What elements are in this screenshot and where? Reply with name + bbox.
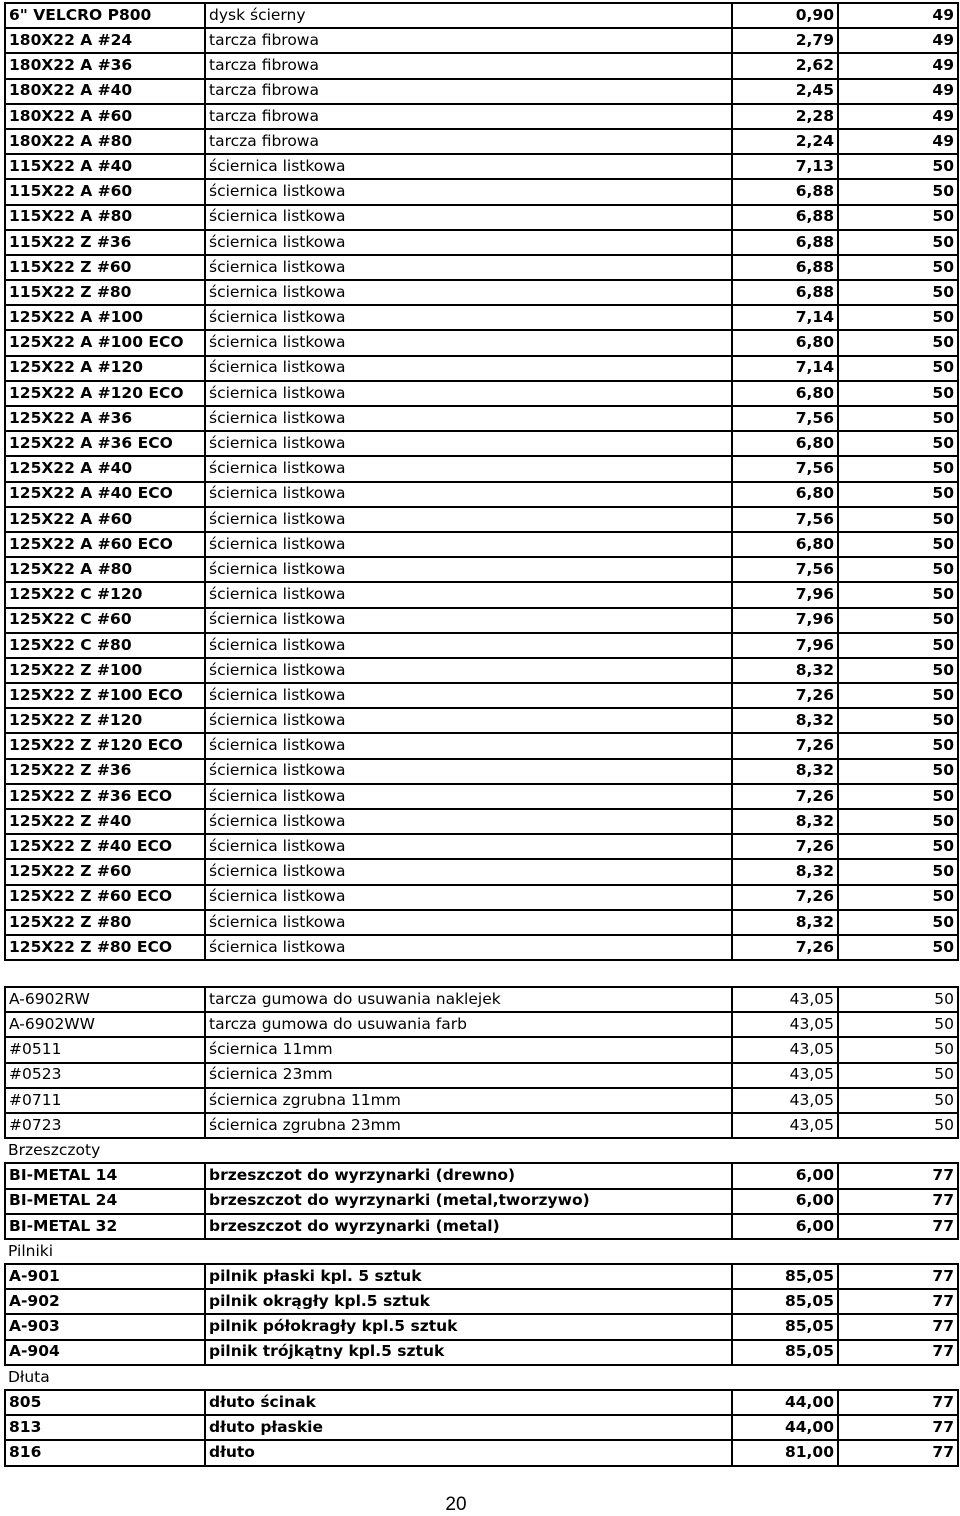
table-row: [5, 1415, 958, 1440]
table-row: [5, 1314, 958, 1339]
product-price: 85,05: [732, 1314, 838, 1339]
product-group: 50: [838, 280, 958, 305]
table-row: [5, 784, 958, 809]
product-group: 77: [838, 1440, 958, 1465]
product-code: 816: [5, 1440, 205, 1465]
product-code: A-901: [5, 1264, 205, 1289]
product-group: 50: [838, 608, 958, 633]
table-row: [5, 859, 958, 884]
table-row: [5, 1390, 958, 1415]
product-group: 50: [838, 708, 958, 733]
table-row: [5, 582, 958, 607]
product-description: tarcza fibrowa: [205, 104, 732, 129]
table-row: [5, 633, 958, 658]
product-code: 125X22 Z #40: [5, 809, 205, 834]
section-title: Brzeszczoty: [5, 1138, 958, 1163]
product-price: 6,80: [732, 381, 838, 406]
table-row: [5, 608, 958, 633]
product-description: tarcza gumowa do usuwania farb: [205, 1012, 732, 1037]
product-code: BI-METAL 24: [5, 1189, 205, 1214]
product-group: 77: [838, 1314, 958, 1339]
product-group: 50: [838, 1113, 958, 1138]
product-group: 50: [838, 683, 958, 708]
table-row: [5, 1113, 958, 1138]
product-code: 125X22 C #80: [5, 633, 205, 658]
table-row: [5, 834, 958, 859]
product-description: ściernica listkowa: [205, 179, 732, 204]
product-group: 50: [838, 205, 958, 230]
product-code: 125X22 A #80: [5, 557, 205, 582]
product-description: ściernica listkowa: [205, 910, 732, 935]
table-row: [5, 28, 958, 53]
price-table-abrasives: [4, 2, 959, 961]
product-price: 8,32: [732, 859, 838, 884]
product-description: ściernica listkowa: [205, 733, 732, 758]
product-group: 50: [838, 987, 958, 1012]
product-code: 180X22 A #24: [5, 28, 205, 53]
product-group: 50: [838, 482, 958, 507]
product-description: brzeszczot do wyrzynarki (metal,tworzywo): [205, 1189, 732, 1214]
product-group: 50: [838, 507, 958, 532]
product-group: 50: [838, 330, 958, 355]
section-header-row: [5, 1239, 958, 1264]
section-header-row: [5, 1138, 958, 1163]
product-description: tarcza fibrowa: [205, 28, 732, 53]
product-description: ściernica listkowa: [205, 582, 732, 607]
product-group: 50: [838, 356, 958, 381]
product-code: 125X22 A #40: [5, 456, 205, 481]
table-row: [5, 53, 958, 78]
product-description: ściernica listkowa: [205, 708, 732, 733]
product-code: A-6902RW: [5, 987, 205, 1012]
product-group: 50: [838, 733, 958, 758]
product-description: ściernica listkowa: [205, 759, 732, 784]
table-row: [5, 935, 958, 960]
product-price: 7,14: [732, 305, 838, 330]
product-description: dysk ścierny: [205, 3, 732, 28]
product-price: 7,26: [732, 683, 838, 708]
table-row: [5, 759, 958, 784]
table-row: [5, 683, 958, 708]
product-price: 7,26: [732, 834, 838, 859]
product-group: 50: [838, 759, 958, 784]
product-code: 115X22 A #40: [5, 154, 205, 179]
product-code: #0523: [5, 1063, 205, 1088]
product-code: 180X22 A #40: [5, 79, 205, 104]
product-code: #0723: [5, 1113, 205, 1138]
table-row: [5, 1264, 958, 1289]
product-group: 50: [838, 809, 958, 834]
product-price: 43,05: [732, 1063, 838, 1088]
section-header-row: [5, 1365, 958, 1390]
product-code: 6" VELCRO P800: [5, 3, 205, 28]
product-description: ściernica listkowa: [205, 456, 732, 481]
product-group: 77: [838, 1415, 958, 1440]
product-group: 50: [838, 406, 958, 431]
product-group: 49: [838, 3, 958, 28]
product-price: 7,56: [732, 456, 838, 481]
product-group: 50: [838, 784, 958, 809]
product-description: ściernica listkowa: [205, 834, 732, 859]
section-title: Pilniki: [5, 1239, 958, 1264]
product-group: 50: [838, 859, 958, 884]
product-code: 180X22 A #36: [5, 53, 205, 78]
product-description: ściernica listkowa: [205, 205, 732, 230]
product-price: 0,90: [732, 3, 838, 28]
product-description: ściernica listkowa: [205, 633, 732, 658]
product-group: 77: [838, 1214, 958, 1239]
table-row: [5, 482, 958, 507]
product-description: ściernica listkowa: [205, 406, 732, 431]
product-description: ściernica 11mm: [205, 1037, 732, 1062]
product-group: 77: [838, 1390, 958, 1415]
product-description: ściernica listkowa: [205, 482, 732, 507]
product-code: 125X22 A #36: [5, 406, 205, 431]
product-price: 85,05: [732, 1289, 838, 1314]
table-row: [5, 1063, 958, 1088]
product-code: 125X22 C #120: [5, 582, 205, 607]
product-price: 44,00: [732, 1390, 838, 1415]
product-description: ściernica listkowa: [205, 507, 732, 532]
product-code: BI-METAL 32: [5, 1214, 205, 1239]
product-code: 115X22 Z #80: [5, 280, 205, 305]
product-price: 6,00: [732, 1189, 838, 1214]
table-row: [5, 1012, 958, 1037]
table-row: [5, 1214, 958, 1239]
product-code: 125X22 A #36 ECO: [5, 431, 205, 456]
product-code: #0511: [5, 1037, 205, 1062]
product-description: ściernica listkowa: [205, 381, 732, 406]
product-price: 43,05: [732, 1012, 838, 1037]
table-row: [5, 1163, 958, 1188]
product-price: 7,96: [732, 633, 838, 658]
product-price: 2,24: [732, 129, 838, 154]
table-row: [5, 910, 958, 935]
product-price: 43,05: [732, 1037, 838, 1062]
product-group: 50: [838, 179, 958, 204]
product-price: 7,26: [732, 733, 838, 758]
table-row: [5, 129, 958, 154]
product-description: dłuto płaskie: [205, 1415, 732, 1440]
product-description: tarcza gumowa do usuwania naklejek: [205, 987, 732, 1012]
product-price: 43,05: [732, 1088, 838, 1113]
product-code: A-902: [5, 1289, 205, 1314]
product-description: dłuto ścinak: [205, 1390, 732, 1415]
product-code: 125X22 Z #120: [5, 708, 205, 733]
product-price: 7,96: [732, 582, 838, 607]
product-price: 6,80: [732, 482, 838, 507]
product-group: 77: [838, 1340, 958, 1365]
product-group: 50: [838, 1012, 958, 1037]
table-row: [5, 456, 958, 481]
product-price: 7,96: [732, 608, 838, 633]
product-description: ściernica 23mm: [205, 1063, 732, 1088]
table-row: [5, 658, 958, 683]
table-row: [5, 708, 958, 733]
table-row: [5, 1189, 958, 1214]
product-description: pilnik trójkątny kpl.5 sztuk: [205, 1340, 732, 1365]
table-row: [5, 381, 958, 406]
product-group: 77: [838, 1163, 958, 1188]
product-group: 50: [838, 633, 958, 658]
product-group: 49: [838, 79, 958, 104]
product-description: ściernica listkowa: [205, 532, 732, 557]
product-price: 43,05: [732, 987, 838, 1012]
product-group: 50: [838, 305, 958, 330]
product-description: ściernica listkowa: [205, 885, 732, 910]
product-description: ściernica listkowa: [205, 683, 732, 708]
product-price: 8,32: [732, 759, 838, 784]
product-price: 6,88: [732, 179, 838, 204]
product-code: A-6902WW: [5, 1012, 205, 1037]
product-code: 125X22 Z #100: [5, 658, 205, 683]
product-price: 8,32: [732, 708, 838, 733]
product-price: 6,80: [732, 431, 838, 456]
product-code: 125X22 Z #60 ECO: [5, 885, 205, 910]
product-group: 50: [838, 456, 958, 481]
product-code: 180X22 A #80: [5, 129, 205, 154]
product-price: 6,88: [732, 230, 838, 255]
table-row: [5, 885, 958, 910]
product-description: ściernica listkowa: [205, 305, 732, 330]
product-code: 125X22 A #120 ECO: [5, 381, 205, 406]
product-code: A-903: [5, 1314, 205, 1339]
product-group: 49: [838, 104, 958, 129]
table-row: [5, 330, 958, 355]
product-code: 125X22 Z #80 ECO: [5, 935, 205, 960]
product-code: 813: [5, 1415, 205, 1440]
product-code: 125X22 A #40 ECO: [5, 482, 205, 507]
product-description: brzeszczot do wyrzynarki (metal): [205, 1214, 732, 1239]
page-number: 20: [445, 1494, 467, 1515]
product-code: #0711: [5, 1088, 205, 1113]
table-row: [5, 406, 958, 431]
product-price: 85,05: [732, 1340, 838, 1365]
product-group: 49: [838, 53, 958, 78]
table-row: [5, 356, 958, 381]
table-row: [5, 3, 958, 28]
product-group: 50: [838, 582, 958, 607]
table-row: [5, 557, 958, 582]
product-description: ściernica listkowa: [205, 859, 732, 884]
product-group: 50: [838, 885, 958, 910]
product-group: 50: [838, 431, 958, 456]
product-code: 125X22 A #120: [5, 356, 205, 381]
table-row: [5, 532, 958, 557]
product-description: ściernica listkowa: [205, 784, 732, 809]
price-table-tools: [4, 986, 959, 1467]
product-price: 6,00: [732, 1214, 838, 1239]
product-code: 125X22 C #60: [5, 608, 205, 633]
product-description: pilnik okrągły kpl.5 sztuk: [205, 1289, 732, 1314]
product-description: ściernica listkowa: [205, 280, 732, 305]
product-price: 7,56: [732, 507, 838, 532]
product-price: 2,28: [732, 104, 838, 129]
product-code: 125X22 Z #36 ECO: [5, 784, 205, 809]
product-description: tarcza fibrowa: [205, 79, 732, 104]
product-group: 50: [838, 230, 958, 255]
product-group: 50: [838, 1037, 958, 1062]
table-row: [5, 154, 958, 179]
product-group: 50: [838, 154, 958, 179]
product-code: 125X22 Z #80: [5, 910, 205, 935]
product-code: A-904: [5, 1340, 205, 1365]
product-code: BI-METAL 14: [5, 1163, 205, 1188]
product-code: 125X22 Z #100 ECO: [5, 683, 205, 708]
table-row: [5, 255, 958, 280]
product-description: brzeszczot do wyrzynarki (drewno): [205, 1163, 732, 1188]
product-group: 50: [838, 532, 958, 557]
product-price: 6,88: [732, 255, 838, 280]
product-price: 6,88: [732, 205, 838, 230]
product-group: 49: [838, 129, 958, 154]
product-description: ściernica listkowa: [205, 230, 732, 255]
table-row: [5, 179, 958, 204]
product-description: tarcza fibrowa: [205, 129, 732, 154]
product-price: 7,56: [732, 406, 838, 431]
product-price: 2,45: [732, 79, 838, 104]
product-price: 7,13: [732, 154, 838, 179]
product-price: 7,26: [732, 935, 838, 960]
product-group: 50: [838, 557, 958, 582]
product-description: ściernica listkowa: [205, 557, 732, 582]
table-row: [5, 230, 958, 255]
table-row: [5, 305, 958, 330]
product-code: 125X22 A #60: [5, 507, 205, 532]
product-description: ściernica listkowa: [205, 431, 732, 456]
product-description: pilnik płaski kpl. 5 sztuk: [205, 1264, 732, 1289]
product-price: 7,26: [732, 784, 838, 809]
product-group: 50: [838, 1063, 958, 1088]
product-description: ściernica listkowa: [205, 608, 732, 633]
product-description: ściernica listkowa: [205, 255, 732, 280]
product-code: 125X22 Z #60: [5, 859, 205, 884]
product-price: 43,05: [732, 1113, 838, 1138]
product-group: 50: [838, 910, 958, 935]
product-price: 8,32: [732, 910, 838, 935]
product-price: 81,00: [732, 1440, 838, 1465]
product-code: 125X22 A #100 ECO: [5, 330, 205, 355]
product-price: 2,62: [732, 53, 838, 78]
product-code: 805: [5, 1390, 205, 1415]
product-description: ściernica listkowa: [205, 154, 732, 179]
product-group: 50: [838, 1088, 958, 1113]
product-group: 77: [838, 1289, 958, 1314]
product-group: 50: [838, 935, 958, 960]
product-description: tarcza fibrowa: [205, 53, 732, 78]
table-row: [5, 431, 958, 456]
product-price: 44,00: [732, 1415, 838, 1440]
product-group: 50: [838, 381, 958, 406]
table-row: [5, 1440, 958, 1465]
product-code: 125X22 A #100: [5, 305, 205, 330]
product-description: ściernica listkowa: [205, 935, 732, 960]
table-row: [5, 809, 958, 834]
table-row: [5, 280, 958, 305]
product-group: 50: [838, 658, 958, 683]
table-row: [5, 733, 958, 758]
product-price: 7,26: [732, 885, 838, 910]
product-code: 115X22 Z #60: [5, 255, 205, 280]
product-description: pilnik półokragły kpl.5 sztuk: [205, 1314, 732, 1339]
table-row: [5, 987, 958, 1012]
table-row: [5, 79, 958, 104]
product-group: 50: [838, 255, 958, 280]
product-code: 125X22 A #60 ECO: [5, 532, 205, 557]
product-group: 77: [838, 1189, 958, 1214]
product-price: 2,79: [732, 28, 838, 53]
product-description: ściernica zgrubna 23mm: [205, 1113, 732, 1138]
table-row: [5, 205, 958, 230]
product-price: 85,05: [732, 1264, 838, 1289]
product-description: ściernica listkowa: [205, 658, 732, 683]
product-code: 125X22 Z #36: [5, 759, 205, 784]
product-group: 50: [838, 834, 958, 859]
product-price: 6,88: [732, 280, 838, 305]
product-price: 7,14: [732, 356, 838, 381]
product-price: 8,32: [732, 809, 838, 834]
product-code: 115X22 A #60: [5, 179, 205, 204]
table-row: [5, 104, 958, 129]
product-description: ściernica listkowa: [205, 356, 732, 381]
product-price: 8,32: [732, 658, 838, 683]
product-group: 49: [838, 28, 958, 53]
table-row: [5, 1088, 958, 1113]
product-group: 77: [838, 1264, 958, 1289]
product-price: 6,00: [732, 1163, 838, 1188]
product-price: 6,80: [732, 330, 838, 355]
product-code: 180X22 A #60: [5, 104, 205, 129]
table-row: [5, 1340, 958, 1365]
table-row: [5, 507, 958, 532]
product-code: 125X22 Z #40 ECO: [5, 834, 205, 859]
table-row: [5, 1037, 958, 1062]
product-description: ściernica zgrubna 11mm: [205, 1088, 732, 1113]
product-code: 115X22 A #80: [5, 205, 205, 230]
product-description: ściernica listkowa: [205, 809, 732, 834]
product-code: 125X22 Z #120 ECO: [5, 733, 205, 758]
product-description: dłuto: [205, 1440, 732, 1465]
table-row: [5, 1289, 958, 1314]
section-title: Dłuta: [5, 1365, 958, 1390]
product-price: 6,80: [732, 532, 838, 557]
product-description: ściernica listkowa: [205, 330, 732, 355]
product-price: 7,56: [732, 557, 838, 582]
product-code: 115X22 Z #36: [5, 230, 205, 255]
